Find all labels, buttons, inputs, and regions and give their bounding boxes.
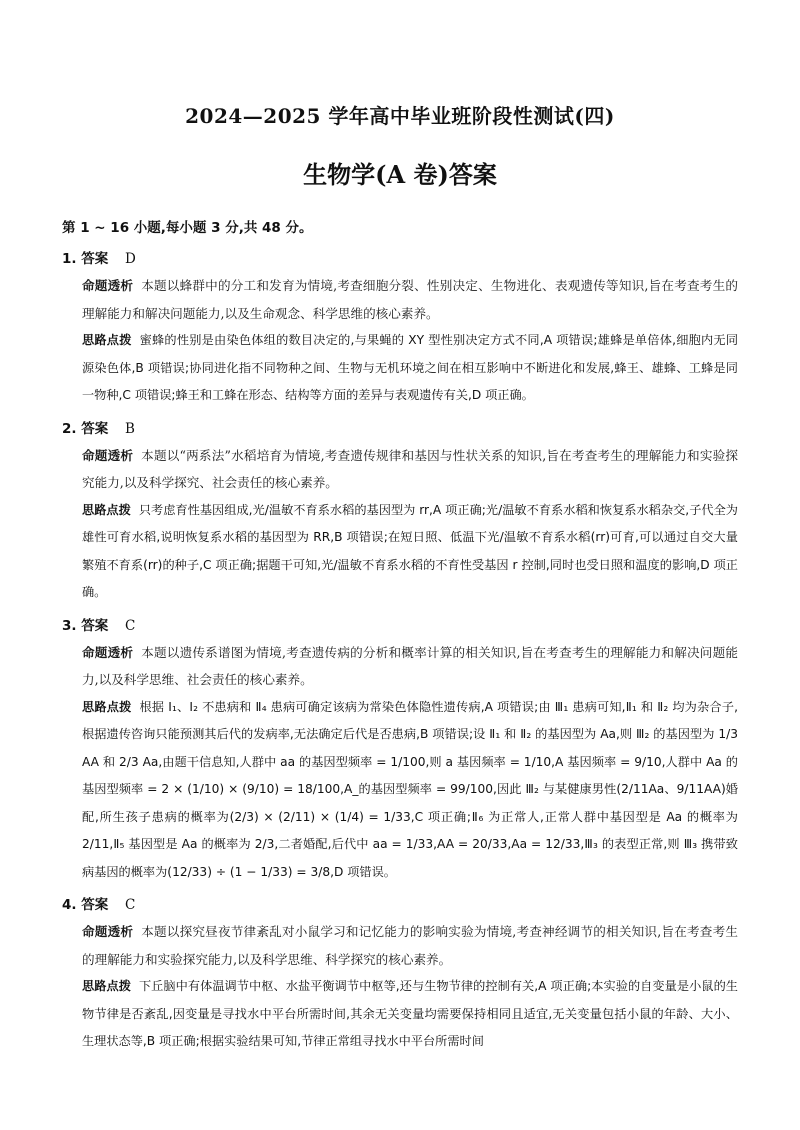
answer-value: D <box>124 251 136 267</box>
question-1-analysis <box>82 327 738 410</box>
intent-label: 命题透析 <box>82 278 134 293</box>
intent-label: 命题透析 <box>82 924 134 939</box>
question-2-intent <box>82 442 738 497</box>
intent-label: 命题透析 <box>82 447 134 463</box>
question-3 <box>62 613 738 887</box>
question-3-intent <box>82 639 738 694</box>
question-1 <box>62 246 738 410</box>
question-4-answer-line <box>62 892 738 918</box>
intent-text: 本题以遗传系谱图为情境,考查遗传病的分析和概率计算的相关知识,旨在考查考生的理解能力和解决问题能力,以及科学思维、社会责任的核心素养。 <box>82 644 738 687</box>
analysis-text: 下丘脑中有体温调节中枢、水盐平衡调节中枢等,还与生物节律的控制有关,A 项正确;本实验的自变量是小鼠的生物节律是否紊乱,因变量是寻找水中平台所需时间,其余无关变量均需要保持相同且适宜,无关变量包括小鼠的年龄、大小、生理状态等,B 项正确;根据实验结果可知,节律正常组寻找水中平台所需时间 <box>82 979 738 1048</box>
analysis-label: 思路点拨 <box>82 699 132 714</box>
question-1-intent <box>82 272 738 327</box>
question-4 <box>62 892 738 1056</box>
analysis-label: 思路点拨 <box>82 502 131 517</box>
page-title: 2024—2025 学年高中毕业班阶段性测试(四) <box>185 104 615 128</box>
page-subtitle: 生物学(A 卷)答案 <box>303 160 497 189</box>
intent-text: 本题以“两系法”水稻培育为情境,考查遗传规律和基因与性状关系的知识,旨在考查考生的理解能力和实验探究能力,以及科学探究、社会责任的核心素养。 <box>82 447 739 490</box>
analysis-label: 思路点拨 <box>82 979 131 993</box>
intent-text: 本题以探究昼夜节律紊乱对小鼠学习和记忆能力的影响实验为情境,考查神经调节的相关知识,旨在考查考生的理解能力和实验探究能力,以及科学思维、科学探究的核心素养。 <box>82 924 738 967</box>
analysis-text: 根据 Ⅰ₁、Ⅰ₂ 不患病和 Ⅱ₄ 患病可确定该病为常染色体隐性遗传病,A 项错误;由 Ⅲ₁ 患病可知,Ⅱ₁ 和 Ⅱ₂ 均为杂合子,根据遗传咨询只能预测其后代的发病率,无法确定后代是否患病,B 项错误;设 Ⅱ₁ 和 Ⅱ₂ 的基因型为 Aa,则 Ⅲ₂ 的基因型为 1/3 AA 和 2/3 Aa,由题干信息知,人群中 aa 的基因型频率 = 1/100,则 a 基因频率 = 1/10,A 基因频率 = 9/10,人群中 Aa 的基因型频率 = 2 × (1/10) × (9/10) = 18/100,A_的基因型频率 = 99/100,因此 Ⅲ₂ 与某健康男性(2/11Aa、9/11AA)婚配,所生孩子患病的概率为(2/3) × (2/11) × (1/4) = 1/33,C 项正确;Ⅱ₆ 为正常人,正常人群中基因型是 Aa 的概率为 2/11,Ⅱ₅ 基因型是 Aa 的概率为 2/3,二者婚配,后代中 aa = 1/33,AA = 20/33,Aa = 12/33,Ⅲ₃ 的表型正常,则 Ⅲ₃ 携带致病基因的概率为(12/33) ÷ (1 − 1/33) = 3/8,D 项错误。 <box>82 699 738 879</box>
question-2 <box>62 416 738 607</box>
analysis-text: 蜜蜂的性别是由染色体组的数目决定的,与果蝇的 XY 型性别决定方式不同,A 项错误;雄蜂是单倍体,细胞内无同源染色体,B 项错误;协同进化指不同物种之间、生物与无机环境之间在相互影响中不断进化和发展,蜂王、雄蜂、工蜂是同一物种,C 项错误;蜂王和工蜂在形态、结构等方面的差异与表观遗传有关,D 项正确。 <box>82 333 739 402</box>
question-4-intent <box>82 918 738 973</box>
answer-label: 答案 <box>81 617 109 634</box>
answer-label: 答案 <box>81 251 109 267</box>
intent-text: 本题以蜂群中的分工和发育为情境,考查细胞分裂、性别决定、生物进化、表观遗传等知识,旨在考查考生的理解能力和解决问题能力,以及生命观念、科学思维的核心素养。 <box>82 278 738 321</box>
answer-label: 答案 <box>81 897 109 913</box>
answer-value: C <box>124 897 136 913</box>
question-4-analysis <box>82 973 738 1056</box>
question-1-answer-line <box>62 246 738 272</box>
question-number: 1. <box>62 251 77 267</box>
question-3-analysis <box>82 694 738 887</box>
answer-value: B <box>124 420 135 437</box>
question-number: 3. <box>62 617 77 634</box>
intent-label: 命题透析 <box>82 644 134 660</box>
answer-label: 答案 <box>81 420 109 437</box>
section-instructions: 第 1 ~ 16 小题,每小题 3 分,共 48 分。 <box>62 220 313 236</box>
analysis-text: 只考虑育性基因组成,光/温敏不育系水稻的基因型为 rr,A 项正确;光/温敏不育系水稻和恢复系水稻杂交,子代全为雄性可育水稻,说明恢复系水稻的基因型为 RR,B 项错误;在短日照、低温下光/温敏不育系水稻(rr)可育,可以通过自交大量繁殖不育系(rr)的种子,C 项正确;据题干可知,光/温敏不育系水稻的不育性受基因 r 控制,同时也受日照和温度的影响,D 项正确。 <box>82 502 738 599</box>
question-2-answer-line <box>62 416 738 442</box>
question-3-answer-line <box>62 613 738 639</box>
question-2-analysis <box>82 497 738 607</box>
question-number: 4. <box>62 897 77 913</box>
answer-value: C <box>124 617 136 634</box>
question-number: 2. <box>62 420 77 437</box>
analysis-label: 思路点拨 <box>82 333 132 347</box>
